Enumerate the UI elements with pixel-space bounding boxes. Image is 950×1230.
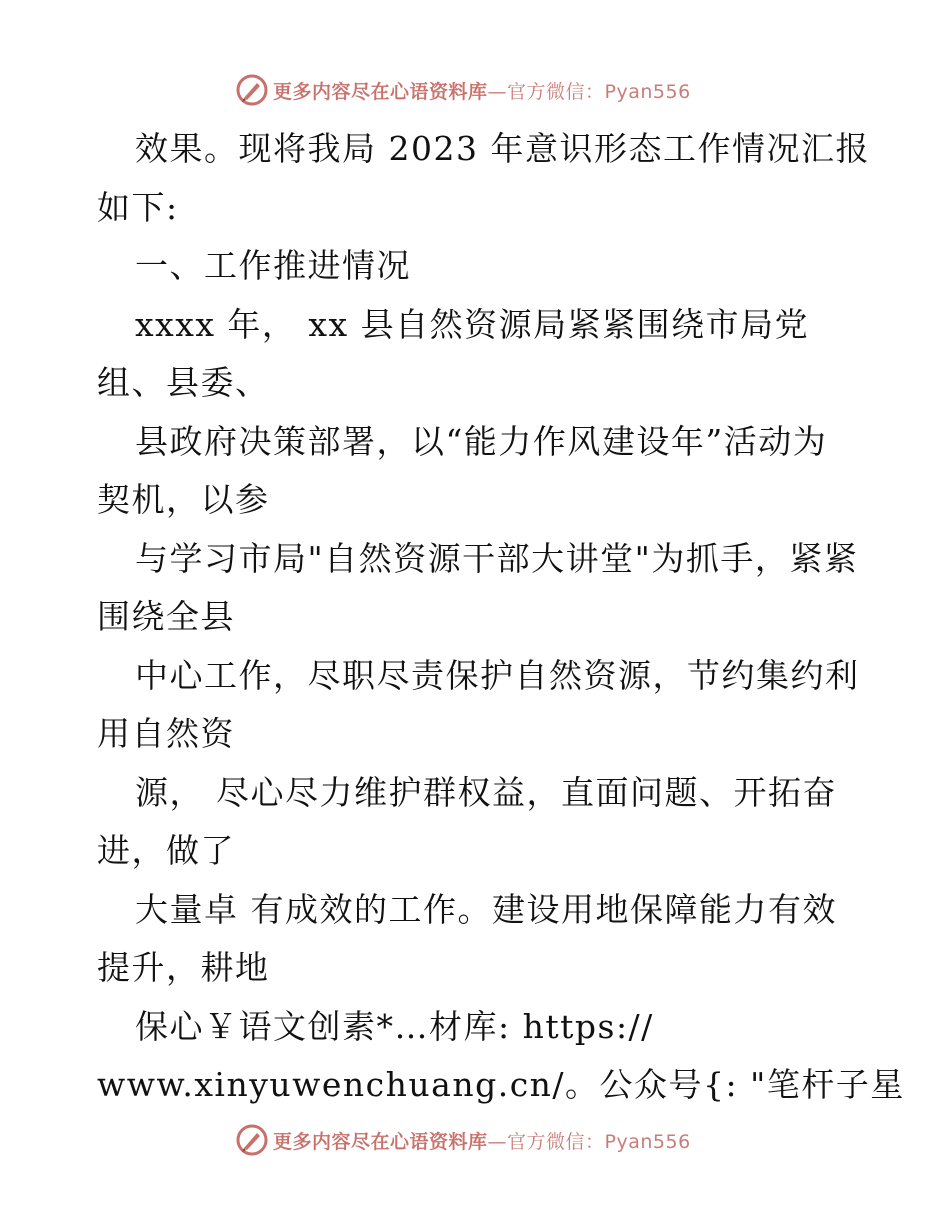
watermark-text: 更多内容尽在心语资料库—官方微信：Pyan556 [273,80,691,103]
paragraph-line: xxxx 年， xx 县自然资源局紧紧围绕市局党 [135,304,810,344]
paragraph-line: 提升，耕地 [97,948,270,987]
watermark-text: 更多内容尽在心语资料库—官方微信：Pyan556 [273,1130,691,1153]
paragraph-line: 大量卓 有成效的工作。建设用地保障能力有效 [135,889,837,929]
paragraph-line: 用自然资 [97,714,235,753]
paragraph-line: 契机，以参 [97,480,270,519]
header-watermark [235,72,691,108]
paragraph-line: www.xinyuwenchuang.cn/。公众号{: "笔杆子星 [97,1065,905,1104]
paragraph-line: 围绕全县 [97,597,235,636]
paragraph-line: 中心工作，尽职尽责保护自然资源，节约集约利 [135,655,860,695]
paragraph-line: 保心￥语文创素*…材库: https:// [135,1006,654,1046]
section-heading: 一、工作推进情况 [135,246,411,285]
paragraph-line: 如下: [97,187,179,227]
paragraph-line: 与学习市局"自然资源干部大讲堂"为抓手，紧紧 [135,538,859,578]
pen-logo-icon [235,1123,269,1157]
paragraph-line: 效果。现将我局 2023 年意识形态工作情况汇报 [135,129,870,168]
paragraph-line: 县政府决策部署，以“能力作风建设年”活动为 [135,421,828,461]
footer-watermark [235,1122,691,1158]
paragraph-line: 进，做了 [97,831,235,870]
paragraph-line: 组、县委、 [97,363,270,402]
paragraph-line: 源， 尽心尽力维护群权益，直面问题、开拓奋 [135,772,837,812]
document-body [97,120,905,1115]
pen-logo-icon [235,73,269,107]
